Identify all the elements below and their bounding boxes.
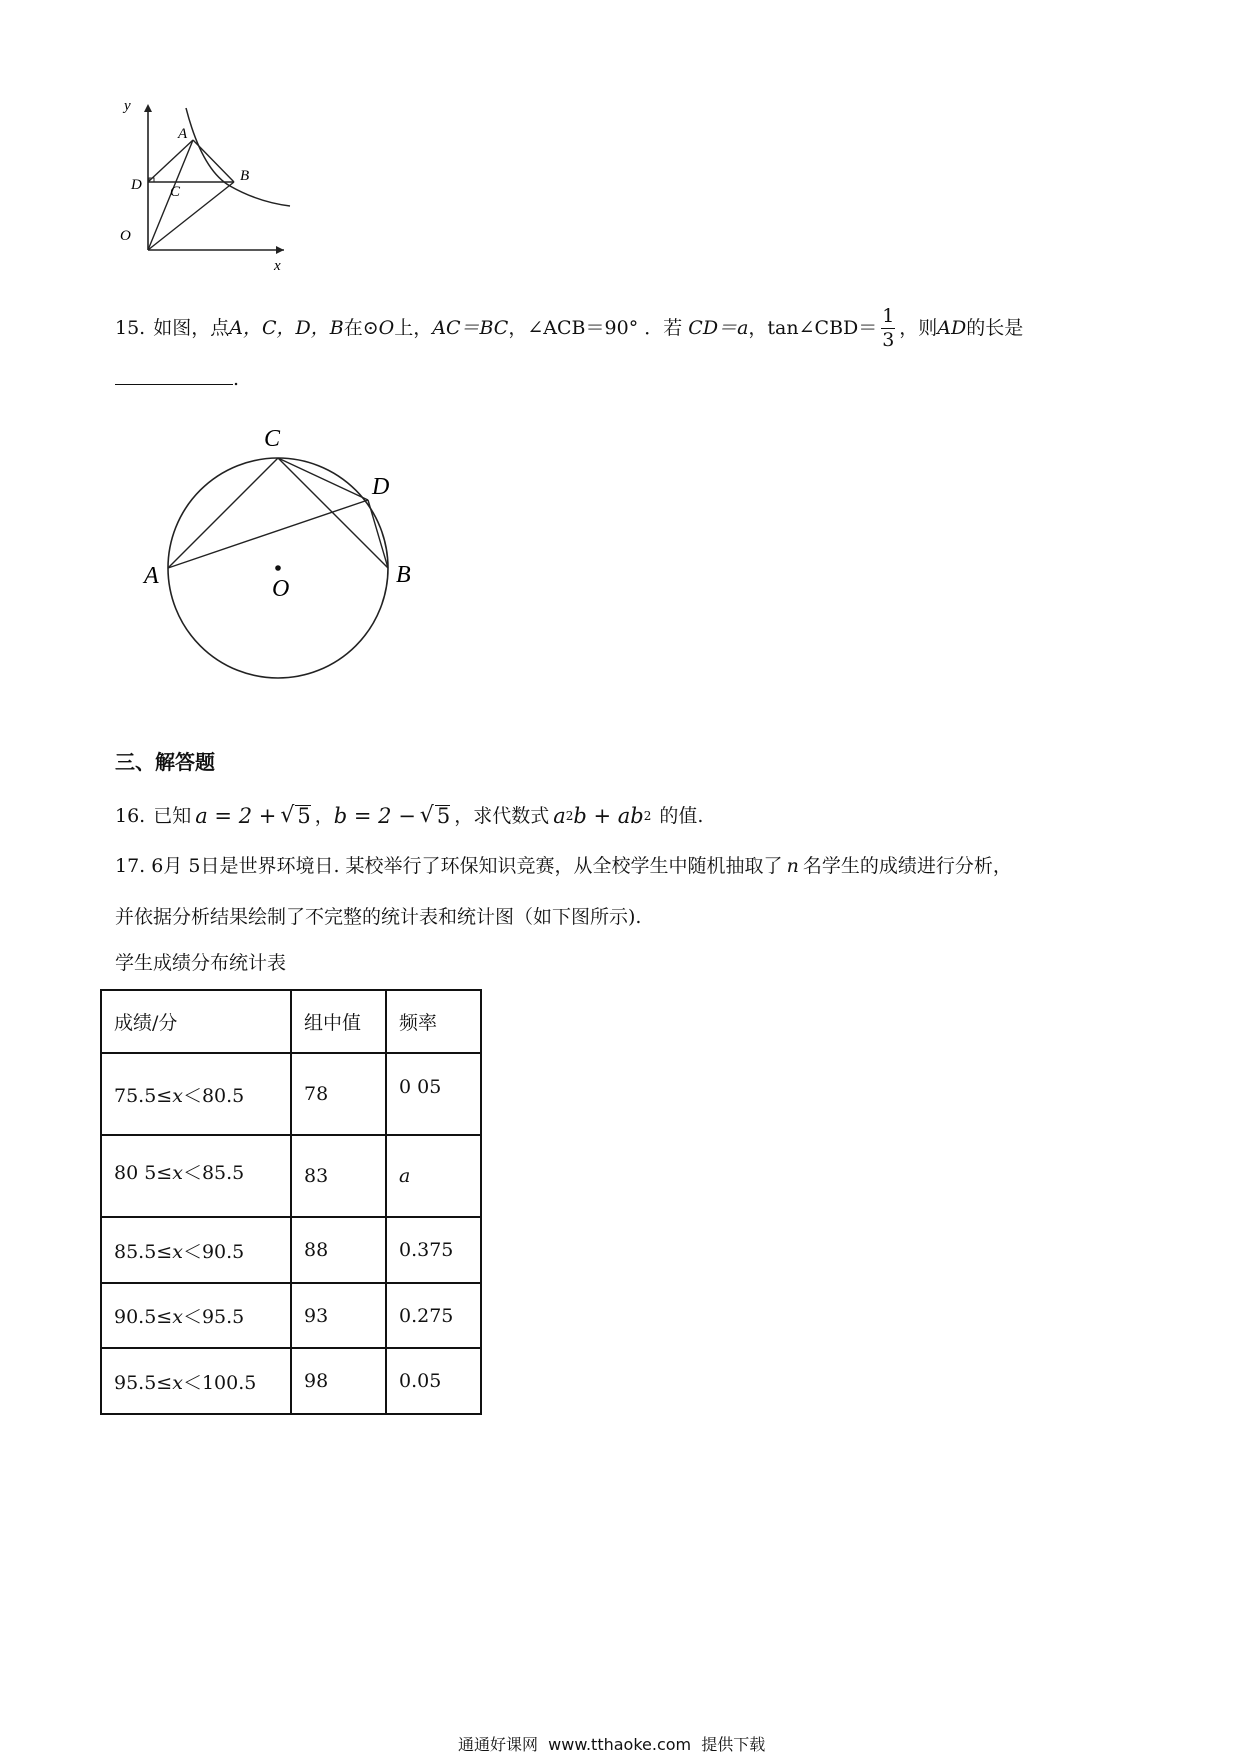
cell-range — [101, 1283, 291, 1348]
cell-range — [101, 1348, 291, 1414]
q15-circle: ⊙O — [362, 316, 395, 339]
table-row — [101, 1217, 481, 1283]
range-lower: 90.5≤ — [114, 1306, 173, 1328]
label-O: O — [120, 228, 131, 244]
cell-midpoint: 93 — [291, 1283, 386, 1348]
label-O: O — [272, 576, 290, 602]
label-y: y — [124, 100, 131, 114]
q15-fraction — [881, 306, 895, 351]
q16-exp-2: 2 — [643, 809, 652, 823]
range-var: x — [172, 1084, 183, 1107]
q15-answer-blank — [115, 370, 239, 389]
y-axis-arrow — [144, 104, 152, 112]
segment-DA — [148, 140, 193, 182]
table-row — [101, 1053, 481, 1135]
cell-range — [101, 1217, 291, 1283]
cell-frequency: 0.275 — [386, 1283, 481, 1348]
q16-number: 16. — [115, 804, 146, 827]
header-score: 成绩/分 — [101, 990, 291, 1053]
range-lower: 95.5≤ — [114, 1371, 173, 1394]
stats-table — [100, 989, 482, 1415]
header-frequency: 频率 — [386, 990, 481, 1053]
hyperbola-curve — [186, 108, 290, 206]
table-row — [101, 1283, 481, 1348]
range-upper: ＜95.5 — [182, 1306, 245, 1328]
q16-text-4: 的值. — [659, 804, 704, 827]
cell-frequency: 0.375 — [386, 1217, 481, 1283]
range-var: x — [172, 1371, 183, 1394]
question-16: 16. 已知 a = 2 + √ 5 ， b = 2 − √ 5 ，求代数式 a 2 b + ab 2 的值. — [115, 803, 704, 828]
question-15 — [115, 306, 1023, 351]
q17-line1-b: 名学生的成绩进行分析， — [802, 855, 1012, 877]
question-17-line-2: 并依据分析结果绘制了不完整的统计表和统计图（如下图所示). — [115, 906, 642, 928]
label-C: C — [264, 426, 281, 452]
q16-text-1: 已知 — [153, 804, 192, 827]
range-upper: ＜85.5 — [182, 1162, 245, 1184]
range-var: x — [172, 1162, 183, 1184]
q16-a-expr: a = 2 + — [195, 803, 277, 828]
figure-q15 — [140, 420, 430, 692]
q15-text-8: 的长是 — [966, 316, 1024, 339]
q16-text-3: ，求代数式 — [454, 804, 550, 827]
label-C: C — [170, 184, 181, 200]
cell-frequency: 0 05 — [386, 1053, 481, 1135]
q15-text-5: ．若 — [638, 316, 689, 339]
q16-a-root: 5 — [297, 804, 311, 828]
range-upper: ＜90.5 — [182, 1240, 245, 1263]
q15-number: 15. — [115, 316, 146, 339]
label-B: B — [396, 562, 411, 588]
label-B: B — [240, 168, 250, 184]
segment-AD — [168, 500, 368, 568]
q15-tan: tan∠CBD＝ — [767, 316, 878, 339]
figure-q14 — [118, 100, 300, 278]
q16-text-2: ， — [314, 804, 334, 827]
q15-text-7: ，则 — [899, 316, 938, 339]
table-row — [101, 1348, 481, 1414]
q15-text-6: ， — [748, 316, 768, 339]
q15-points: A，C，D，B — [229, 316, 344, 339]
page-footer: 通通好课网 www.tthaoke.com 提供下载 — [458, 1735, 766, 1754]
answer-line — [115, 384, 233, 385]
segment-OB — [148, 182, 234, 250]
q16-poly-a: a — [553, 803, 566, 828]
q16-poly-b: b + ab — [573, 803, 644, 828]
range-var: x — [172, 1306, 183, 1328]
q15-cd: CD＝a — [688, 316, 749, 339]
cell-range — [101, 1135, 291, 1217]
table-header-row — [101, 990, 481, 1053]
cell-midpoint: 88 — [291, 1217, 386, 1283]
cell-midpoint: 83 — [291, 1135, 386, 1217]
segment-AB — [193, 140, 234, 182]
q15-fraction-denominator: 3 — [882, 328, 895, 351]
range-lower: 85.5≤ — [114, 1240, 173, 1263]
cell-frequency: 0.05 — [386, 1348, 481, 1414]
range-upper: ＜100.5 — [182, 1371, 257, 1394]
q17-n: n — [786, 855, 799, 877]
q16-b-root: 5 — [436, 804, 451, 828]
range-lower: 75.5≤ — [114, 1084, 173, 1107]
x-axis-arrow — [276, 246, 284, 254]
q16-b-expr: b = 2 − — [333, 803, 416, 828]
label-A: A — [178, 126, 188, 142]
cell-frequency: a — [386, 1135, 481, 1217]
label-x: x — [274, 258, 281, 274]
label-D: D — [131, 177, 142, 193]
header-midpoint: 组中值 — [291, 990, 386, 1053]
cell-midpoint: 98 — [291, 1348, 386, 1414]
q15-ad: AD — [937, 316, 967, 339]
range-var: x — [172, 1240, 183, 1263]
q15-text-1: 如图，点 — [153, 316, 230, 339]
range-upper: ＜80.5 — [182, 1084, 245, 1107]
q16-exp-1: 2 — [565, 809, 574, 823]
center-point — [275, 565, 281, 571]
answer-line-end: . — [233, 368, 240, 390]
segment-CD — [278, 458, 368, 500]
q15-text-3: 上， — [394, 316, 433, 339]
q17-line1-a: 17. 6月 5日是世界环境日. 某校举行了环保知识竞赛，从全校学生中随机抽取了 — [115, 855, 783, 877]
q15-text-4: ， — [508, 316, 528, 339]
cell-range — [101, 1053, 291, 1135]
question-17-line-1 — [115, 857, 1012, 876]
section-heading: 三、解答题 — [115, 750, 215, 774]
q15-fraction-numerator: 1 — [882, 305, 895, 327]
table-caption: 学生成绩分布统计表 — [115, 952, 287, 974]
segment-AC — [168, 458, 278, 568]
q15-text-2: 在 — [343, 316, 363, 339]
label-A: A — [144, 563, 159, 589]
q15-condition-1: AC＝BC — [432, 316, 509, 339]
cell-midpoint: 78 — [291, 1053, 386, 1135]
table-row — [101, 1135, 481, 1217]
range-lower: 80 5≤ — [114, 1162, 173, 1184]
q15-angle: ∠ACB＝90° — [527, 316, 639, 339]
label-D: D — [372, 474, 390, 500]
